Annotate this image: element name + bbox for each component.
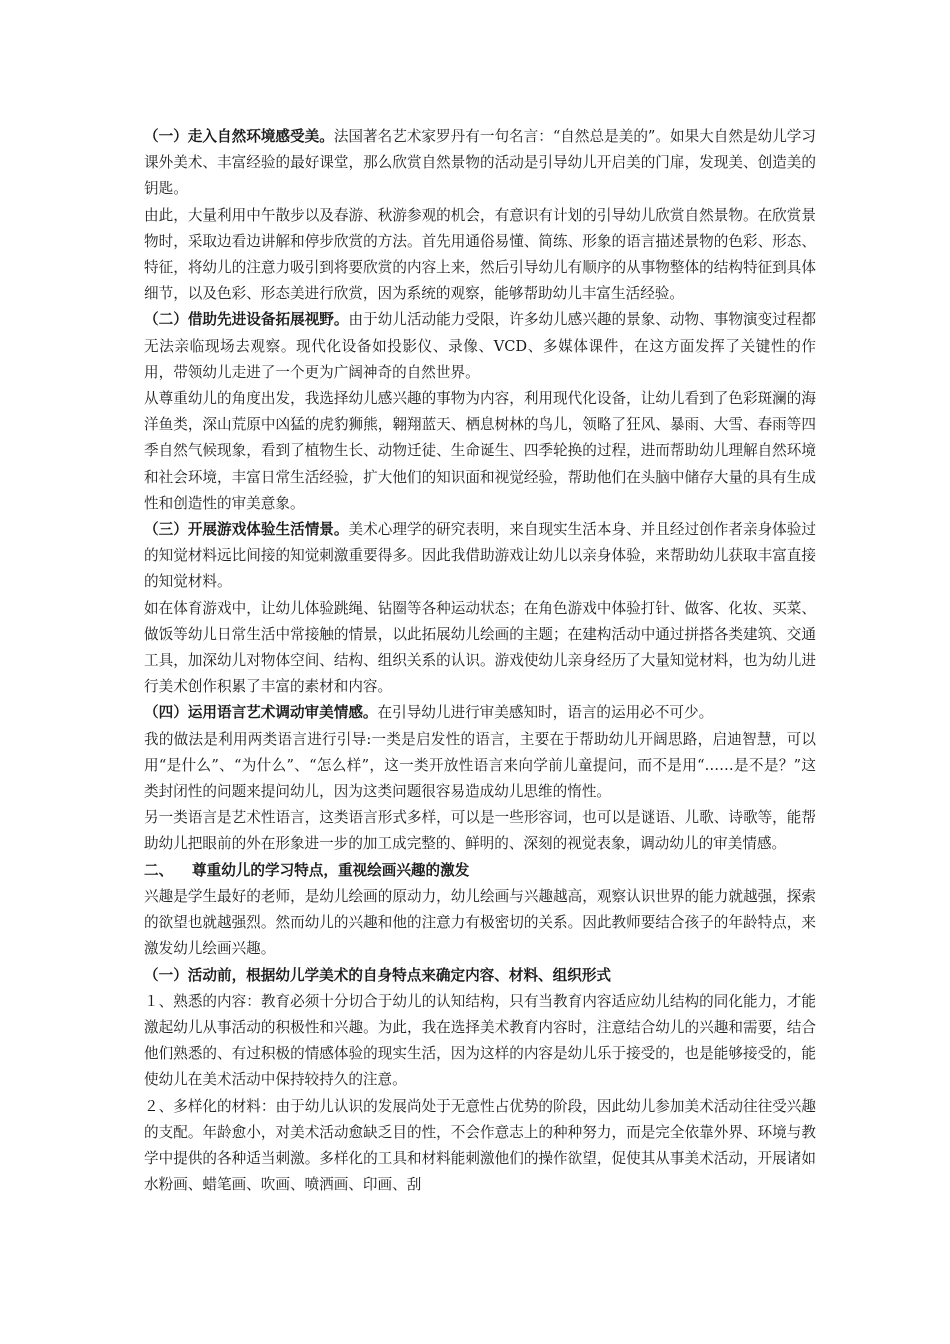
list-item: ２、多样化的材料：由于幼儿认识的发展尚处于无意性占优势的阶段，因此幼儿参加美术活动往往受兴趣的支配。年龄愈小，对美术活动愈缺乏目的性，不会作意志上的种种努力，而是完全依靠外界、环境与教学中提供的各种适当刺激。多样化的工具和材料能刺激他们的操作欲望，促使其从事美术活动，开展诸如水粉画、蜡笔画、吹画、喷洒画、印画、刮 bbox=[144, 1097, 816, 1194]
paragraph-text: 在引导幼儿进行审美感知时，语言的运用必不可少。 bbox=[377, 704, 714, 722]
paragraph-text: 从尊重幼儿的角度出发，我选择幼儿感兴趣的事物为内容，利用现代化设备，让幼儿看到了色彩斑澜的海洋鱼类，深山荒原中凶猛的虎豹狮熊，翱翔蓝天、栖息树林的鸟儿，领略了狂风、暴雨、大雪、春雨等四季自然气候现象，看到了植物生长、动物迁徒、生命诞生、四季轮换的过程，进而帮助幼儿理解自然环境和社会环境，丰富日常生活经验，扩大他们的知识面和视觉经验，帮助他们在头脑中储存大量的具有生成性和创造性的审美意象。 bbox=[144, 390, 816, 512]
paragraph-heading: （四）运用语言艺术调动审美情感。 bbox=[144, 704, 378, 722]
paragraph-text: 由此，大量利用中午散步以及春游、秋游参观的机会，有意识有计划的引导幼儿欣赏自然景物。在欣赏景物时，采取边看边讲解和停步欣赏的方法。首先用通俗易懂、简练、形象的语言描述景物的色彩、形态、特征，将幼儿的注意力吸引到将要欣赏的内容上来，然后引导幼儿有顺序的从事物整体的结构特征到具体细节，以及色彩、形态美进行欣赏，因为系统的观察，能够帮助幼儿丰富生活经验。 bbox=[144, 206, 816, 303]
paragraph-text: 我的做法是利用两类语言进行引导:一类是启发性的语言，主要在于帮助幼儿开阔思路，启迪智慧，可以用“是什么”、“为什么”、“怎么样”，这一类开放性语言来向学前儿童提问，而不是用“……是不是？”这类封闭性的问题来提问幼儿，因为这类问题很容易造成幼儿思维的惰性。 bbox=[144, 730, 816, 801]
paragraph-text: 法国著名艺术家罗丹有一句名言：“自然总是美的”。如果大自然是幼儿学习课外美术、丰富经验的最好课堂，那么欣赏自然景物的活动是引导幼儿开启美的门扉，发现美、创造美的钥匙。 bbox=[144, 128, 816, 198]
section-intro: 兴趣是学生最好的老师，是幼儿绘画的原动力，幼儿绘画与兴趣越高，观察认识世界的能力就越强，探索的欲望也就越强烈。然而幼儿的兴趣和他的注意力有极密切的关系。因此教师要结合孩子的年龄特点，来激发幼儿绘画兴趣。 bbox=[144, 887, 816, 958]
paragraph-1 bbox=[144, 124, 816, 203]
paragraph-heading: （二）借助先进设备拓展视野。 bbox=[144, 311, 349, 329]
paragraph-8 bbox=[144, 727, 816, 806]
paragraph-4 bbox=[144, 386, 816, 517]
paragraph-3 bbox=[144, 307, 816, 386]
document-page bbox=[144, 124, 816, 1198]
section-title bbox=[144, 858, 816, 884]
paragraph-9 bbox=[144, 805, 816, 857]
paragraph-6 bbox=[144, 596, 816, 701]
paragraph-text: 美术心理学的研究表明，来自现实生活本身、并且经过创作者亲身体验过的知觉材料远比间接的知觉刺激重要得多。因此我借助游戏让幼儿以亲身体验，来帮助幼儿获取丰富直接的知觉材料。 bbox=[144, 521, 816, 591]
paragraph-text: 由于幼儿活动能力受限，许多幼儿感兴趣的景象、动物、事物演变过程都无法亲临现场去观察。现代化设备如投影仪、录像、VCD、多媒体课件，在这方面发挥了关键性的作用，带领幼儿走进了一个更为广阔神奇的自然世界。 bbox=[144, 311, 816, 381]
paragraph-text: 另一类语言是艺术性语言，这类语言形式多样，可以是一些形容词，也可以是谜语、儿歌、诗歌等，能帮助幼儿把眼前的外在形象进一步的加工成完整的、鲜明的、深刻的视觉表象，调动幼儿的审美情感。 bbox=[144, 809, 816, 853]
paragraph-5 bbox=[144, 517, 816, 596]
paragraph-heading: （一）走入自然环境感受美。 bbox=[144, 128, 334, 145]
list-item: １、熟悉的内容：教育必须十分切合于幼儿的认知结构，只有当教育内容适应幼儿结构的同化能力，才能激起幼儿从事活动的积极性和兴趣。为此，我在选择美术教育内容时，注意结合幼儿的兴趣和需要，结合他们熟悉的、有过积极的情感体验的现实生活，因为这样的内容是幼儿乐于接受的，也是能够接受的，能使幼儿在美术活动中保持较持久的注意。 bbox=[144, 992, 816, 1089]
paragraph-2 bbox=[144, 203, 816, 308]
section-number: 二、 bbox=[144, 861, 174, 879]
paragraph-heading: （三）开展游戏体验生活情景。 bbox=[144, 521, 349, 539]
paragraph-text: 如在体育游戏中，让幼儿体验跳绳、钻圈等各种运动状态；在角色游戏中体验打针、做客、化妆、买菜、做饭等幼儿日常生活中常接触的情景，以此拓展幼儿绘画的主题；在建构活动中通过拼搭各类建筑、交通工具，加深幼儿对物体空间、结构、组织关系的认识。游戏使幼儿亲身经历了大量知觉材料，也为幼儿进行美术创作积累了丰富的素材和内容。 bbox=[144, 599, 816, 696]
section-title-text: 尊重幼儿的学习特点，重视绘画兴趣的激发 bbox=[192, 861, 470, 879]
subheading: （一）活动前，根据幼儿学美术的自身特点来确定内容、材料、组织形式 bbox=[144, 966, 612, 984]
paragraph-7 bbox=[144, 700, 816, 726]
